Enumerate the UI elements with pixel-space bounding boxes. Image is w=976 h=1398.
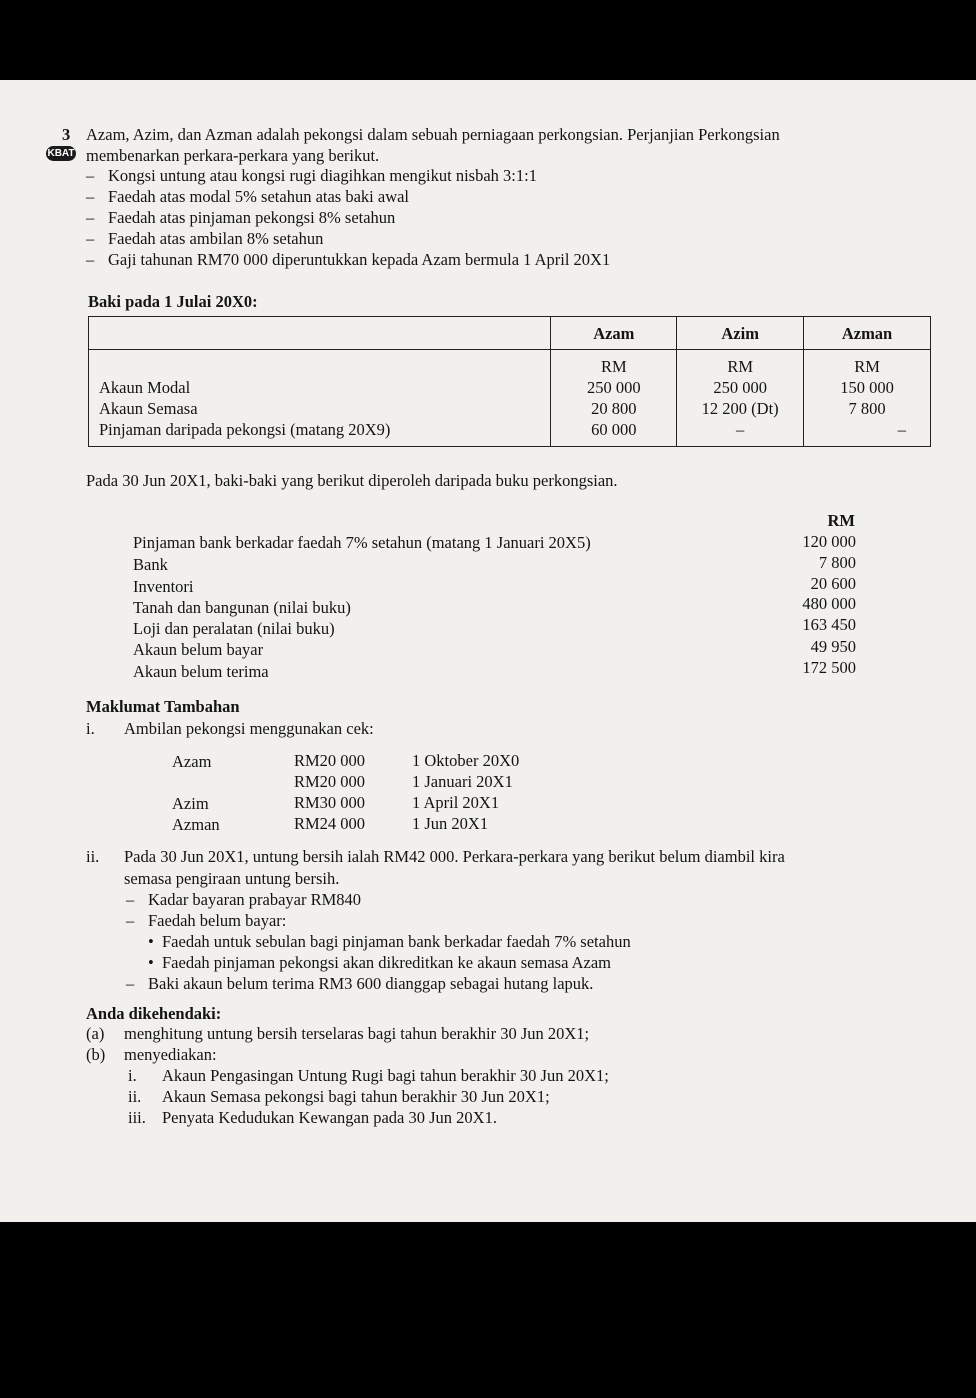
drawing-amount: RM30 000 <box>294 793 366 812</box>
question-intro-line2: membenarkan perkara-perkara yang berikut. <box>86 146 380 165</box>
required-heading: Anda dikehendaki: <box>86 1004 222 1023</box>
table-cell: 7 800 <box>848 399 886 418</box>
adjustment-item: – Baki akaun belum terima RM3 600 dianggap sebagai hutang lapuk. <box>148 974 593 994</box>
required-item-text: menghitung untung bersih terselaras bagi tahun berakhir 30 Jun 20X1; <box>124 1024 590 1043</box>
question-number: 3 <box>62 125 71 144</box>
item-number: (b) <box>86 1045 106 1064</box>
drawing-amount: RM20 000 <box>294 751 366 770</box>
additional-heading: Maklumat Tambahan <box>86 697 240 716</box>
ledger-item-label: Akaun belum bayar <box>133 640 264 659</box>
drawing-date: 1 Oktober 20X0 <box>412 751 520 770</box>
item-number: ii. <box>128 1087 142 1106</box>
table-cell: 12 200 (Dt) <box>701 399 779 418</box>
item-number: i. <box>86 719 95 738</box>
additional-item-text: semasa pengiraan untung bersih. <box>124 869 340 888</box>
ledger-item-value: 172 500 <box>802 658 856 677</box>
table-cell: – <box>897 420 906 439</box>
ledger-item-label: Pinjaman bank berkadar faedah 7% setahun (matang 1 Januari 20X5) <box>133 533 591 552</box>
drawing-date: 1 April 20X1 <box>412 793 500 812</box>
required-item-text: menyediakan: <box>124 1045 217 1064</box>
column-header-azman: Azman <box>804 317 931 350</box>
table-cell: 150 000 <box>840 378 894 397</box>
ledger-item-value: 7 800 <box>818 553 856 572</box>
currency-label: RM <box>600 357 627 376</box>
column-header-azam: Azam <box>551 317 677 350</box>
ledger-item-value: 480 000 <box>802 594 856 613</box>
table-cell: 60 000 <box>591 420 637 439</box>
currency-label: RM <box>727 357 753 376</box>
adjustment-subitem: • Faedah untuk sebulan bagi pinjaman bank berkadar faedah 7% setahun <box>162 932 631 952</box>
drawing-partner: Azam <box>172 752 212 771</box>
balances-table <box>88 316 931 447</box>
kbat-badge: KBAT <box>47 148 75 159</box>
ledger-currency: RM <box>827 511 855 530</box>
column-header-azim: Azim <box>677 317 804 350</box>
ledger-item-label: Inventori <box>133 577 194 596</box>
row-label: Akaun Semasa <box>99 399 198 418</box>
additional-item-text: Pada 30 Jun 20X1, untung bersih ialah RM42 000. Perkara-perkara yang berikut belum diambil kira <box>124 847 785 866</box>
ledger-item-value: 120 000 <box>802 532 856 551</box>
ledger-item-value: 163 450 <box>802 615 856 634</box>
required-subitem-text: Akaun Pengasingan Untung Rugi bagi tahun berakhir 30 Jun 20X1; <box>162 1066 609 1085</box>
adjustment-item: – Faedah belum bayar: <box>148 911 286 931</box>
drawing-amount: RM20 000 <box>294 772 366 791</box>
row-label: Akaun Modal <box>99 378 191 397</box>
term-item: – Faedah atas pinjaman pekongsi 8% setahun <box>108 208 395 228</box>
drawing-date: 1 Jun 20X1 <box>412 814 489 833</box>
drawing-date: 1 Januari 20X1 <box>412 772 513 791</box>
ledger-item-label: Bank <box>133 555 168 574</box>
table-cell: 20 800 <box>591 399 637 418</box>
ledger-heading: Pada 30 Jun 20X1, baki-baki yang berikut diperoleh daripada buku perkongsian. <box>86 471 618 490</box>
item-number: ii. <box>86 847 100 866</box>
table-cell: 250 000 <box>713 378 767 397</box>
item-number: iii. <box>128 1108 146 1127</box>
ledger-item-label: Tanah dan bangunan (nilai buku) <box>133 598 351 617</box>
term-item: – Faedah atas ambilan 8% setahun <box>108 229 323 249</box>
term-item: – Gaji tahunan RM70 000 diperuntukkan kepada Azam bermula 1 April 20X1 <box>108 250 610 270</box>
question-intro-line1: Azam, Azim, dan Azman adalah pekongsi dalam sebuah perniagaan perkongsian. Perjanjian Perkongsian <box>86 125 780 144</box>
required-subitem-text: Akaun Semasa pekongsi bagi tahun berakhir 30 Jun 20X1; <box>162 1087 550 1106</box>
ledger-item-label: Akaun belum terima <box>133 662 269 681</box>
balances-heading: Baki pada 1 Julai 20X0: <box>88 292 258 311</box>
item-number: (a) <box>86 1024 105 1043</box>
adjustment-item: – Kadar bayaran prabayar RM840 <box>148 890 361 910</box>
adjustment-subitem: • Faedah pinjaman pekongsi akan dikreditkan ke akaun semasa Azam <box>162 953 611 973</box>
ledger-item-value: 49 950 <box>810 637 856 656</box>
required-subitem-text: Penyata Kedudukan Kewangan pada 30 Jun 20X1. <box>162 1108 497 1127</box>
row-label: Pinjaman daripada pekongsi (matang 20X9) <box>99 420 391 439</box>
drawing-amount: RM24 000 <box>294 814 366 833</box>
table-cell: – <box>736 420 745 439</box>
item-number: i. <box>128 1066 137 1085</box>
term-item: – Kongsi untung atau kongsi rugi diagihkan mengikut nisbah 3:1:1 <box>108 166 537 186</box>
currency-label: RM <box>854 357 880 376</box>
ledger-item-value: 20 600 <box>810 574 856 593</box>
term-item: – Faedah atas modal 5% setahun atas baki awal <box>108 187 409 207</box>
drawing-partner: Azim <box>172 794 209 813</box>
additional-item-text: Ambilan pekongsi menggunakan cek: <box>124 719 374 738</box>
drawing-partner: Azman <box>172 815 220 834</box>
ledger-item-label: Loji dan peralatan (nilai buku) <box>133 619 335 638</box>
table-cell: 250 000 <box>586 378 641 397</box>
